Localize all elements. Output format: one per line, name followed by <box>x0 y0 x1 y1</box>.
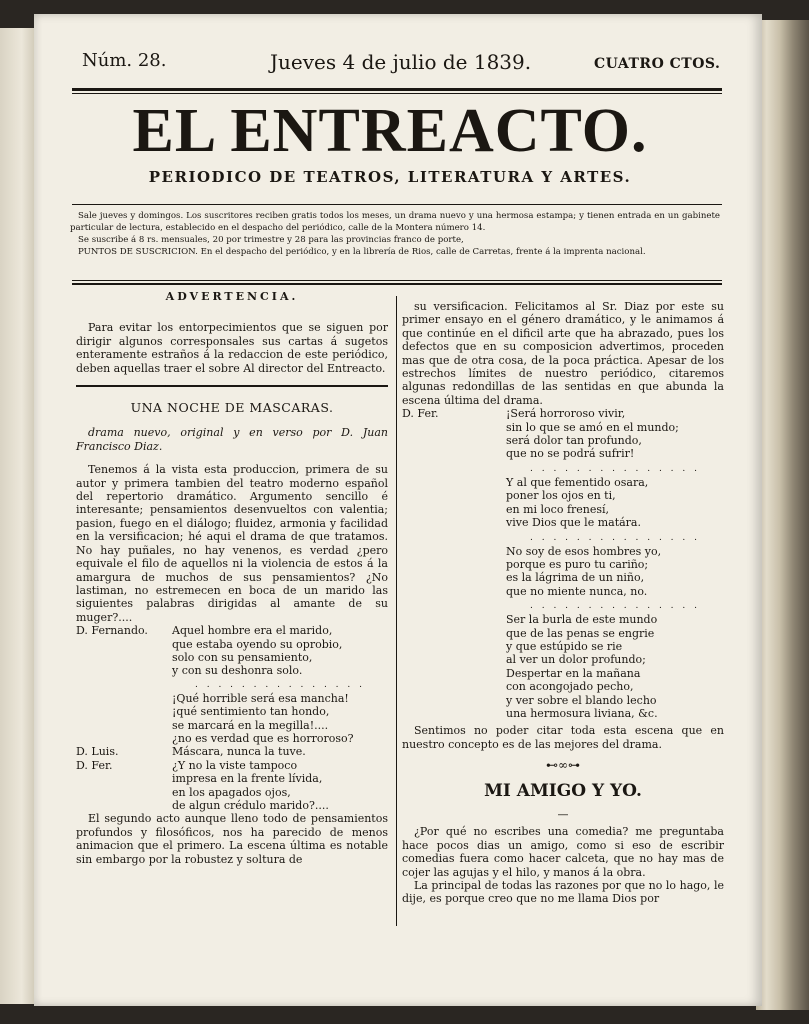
speaker-luis: D. Luis. <box>76 745 119 759</box>
issue-price: CUATRO CTOS. <box>594 56 721 72</box>
book-left-edge <box>0 28 36 1004</box>
verse-line: que estaba oyendo su oprobio, <box>172 637 343 651</box>
stanza-3 <box>402 545 724 599</box>
verse-line: y ver sobre el blando lecho <box>506 693 657 707</box>
verse-line: Y al que fementido osara, <box>506 475 649 489</box>
verse-lines <box>506 407 679 461</box>
stanza-1 <box>402 407 724 461</box>
verse-line: porque es puro tu cariño; <box>506 557 649 571</box>
verse-line: Aquel hombre era el marido, <box>172 624 333 638</box>
verse-line: en mi loco frenesí, <box>506 502 610 516</box>
column-divider <box>396 296 397 926</box>
verse-line: una hermosura liviana, &c. <box>506 706 658 720</box>
stanza-4 <box>402 613 724 720</box>
notice-rule-top <box>72 204 722 205</box>
masthead-title: EL ENTREACTO. <box>132 97 648 165</box>
verse-line: que no miente nunca, no. <box>506 584 648 598</box>
verse-block-fernando <box>76 624 388 678</box>
verse-line: ¿no es verdad que es horroroso? <box>172 731 354 745</box>
masthead-subtitle: PERIODICO DE TEATROS, LITERATURA Y ARTES. <box>148 168 632 186</box>
verse-lines <box>172 624 342 678</box>
advertencia-text: Para evitar los entorpecimientos que se siguen por dirigir algunos corresponsales sus cartas á sugetos enteramente estraños á la redaccion de este periódico, deben aquellas traer el sobre Al director del Entreacto. <box>76 321 388 375</box>
section-rule <box>76 385 388 387</box>
ellipsis-dots: . . . . . . . . . . . . . . . <box>530 463 700 474</box>
verse-line: impresa en la frente lívida, <box>172 772 323 786</box>
notice-line-2: Se suscribe á 8 rs. mensuales, 20 por trimestre y 28 para las provincias franco de porte, <box>78 235 464 245</box>
verse-line: y que estúpido se rie <box>506 639 623 653</box>
column-right <box>402 300 724 906</box>
verse-line: vive Dios que le matára. <box>506 516 641 530</box>
verse-line: ¡qué sentimiento tan hondo, <box>172 705 330 719</box>
ellipsis-dots: . . . . . . . . . . . . . . . <box>530 601 700 612</box>
verse-line: que no se podrá sufrir! <box>506 447 635 461</box>
noche-heading: UNA NOCHE DE MASCARAS. <box>130 400 334 416</box>
verse-line: es la lágrima de un niño, <box>506 571 645 585</box>
verse-line: con acongojado pecho, <box>506 680 634 694</box>
verse-line: sin lo que se amó en el mundo; <box>506 420 679 434</box>
ornament-divider: ⊷∞⊶ <box>546 758 580 773</box>
notice-rule-bottom-1 <box>72 280 722 281</box>
book-right-edge <box>756 20 809 1010</box>
speaker-fer: D. Fer. <box>402 407 439 421</box>
amigo-heading: MI AMIGO Y YO. <box>484 780 642 801</box>
speaker-fernando: D. Fernando. <box>76 624 148 638</box>
speaker-fer: D. Fer. <box>76 758 113 772</box>
col2-paragraph-1: su versificacion. Felicitamos al Sr. Diaz por este su primer ensayo en el género dramático, y le animamos á que continúe en el dificil arte que ha abrazado, pues los defectos que en su composicion advertimos, proceden mas que de otra cosa, de la poca práctica. Apesar de los estrechos límites de nuestro periódico, citaremos algunas redondillas de las sentidas en que abunda la escena última del drama. <box>402 300 724 407</box>
top-rule-thin <box>72 93 722 94</box>
verse-line: en los apagados ojos, <box>172 785 291 799</box>
stanza-2 <box>402 476 724 530</box>
col2-paragraph-3: ¿Por qué no escribes una comedia? me preguntaba hace pocos dias un amigo, como si eso de escribir comedias fuera como hacer calceta, que no hay mas de cojer las agujas y el hilo, y manos á la obra. <box>402 825 724 879</box>
advertencia-heading: ADVERTENCIA. <box>165 290 299 303</box>
noche-paragraph-2: El segundo acto aunque lleno todo de pensamientos profundos y filosóficos, nos ha parecido de menos animacion que el primero. La escena última es notable sin embargo por la robustez y soltura de <box>76 812 388 866</box>
col2-paragraph-4: La principal de todas las razones por que no lo hago, le dije, es porque creo que no me llama Dios por <box>402 879 724 906</box>
verse-line: ¿Y no la viste tampoco <box>172 758 298 772</box>
notice-line-3: PUNTOS DE SUSCRICION. En el despacho del periódico, y en la librería de Rios, calle de Carretas, frente á la imprenta nacional. <box>78 247 646 257</box>
subscription-notice <box>70 210 720 258</box>
verse-line: No soy de esos hombres yo, <box>506 544 662 558</box>
issue-date: Jueves 4 de julio de 1839. <box>270 50 532 74</box>
verse-line: ¡Qué horrible será esa mancha! <box>172 691 349 705</box>
newspaper-page <box>34 14 762 1006</box>
verse-line: de algun crédulo marido?.... <box>172 799 329 812</box>
verse-line: ¡Será horroroso vivir, <box>506 407 626 421</box>
verse-line: Despertar en la mañana <box>506 666 641 680</box>
ellipsis-dots: . . . . . . . . . . . . . . . <box>195 679 365 690</box>
verse-line: se marcará en la megilla!.... <box>172 718 329 732</box>
verse-line: Ser la burla de este mundo <box>506 613 658 627</box>
column-left <box>76 290 388 866</box>
verse-line: y con su deshonra solo. <box>172 664 303 678</box>
verse-line: al ver un dolor profundo; <box>506 653 646 667</box>
verse-line: Máscara, nunca la tuve. <box>172 745 306 759</box>
verse-line: poner los ojos en ti, <box>506 489 616 503</box>
noche-paragraph-1: Tenemos á la vista esta produccion, primera de su autor y primera tambien del teatro moderno español del repertorio dramático. Argumento sencillo é interesante; pensamientos desenvueltos con valentia; pasion, fuego en el diálogo; fluidez, armonia y facilidad en la versificacion; hé aqui el drama de que tratamos. No hay puñales, no hay venenos, es verdad ¿pero equivale el filo de aquellos ni la violencia de estos á la amargura de muchos de sus pensamientos? ¿No lastiman, no estremecen en boca de un marido las siguientes palabras dirigidas al amante de su muger?.... <box>76 463 388 624</box>
verse-line: solo con su pensamiento, <box>172 650 313 664</box>
notice-rule-bottom-2 <box>72 283 722 285</box>
verse-block-2 <box>76 692 388 746</box>
verse-block-fer <box>76 759 388 813</box>
verse-lines <box>172 759 329 813</box>
notice-line-1: Sale jueves y domingos. Los suscritores reciben gratis todos los meses, un drama nuevo y una hermosa estampa; y tienen entrada en un gabinete particular de lectura, establecido en el despacho del periódico, calle de la Montera número 14. <box>70 211 720 233</box>
verse-line: será dolor tan profundo, <box>506 434 642 448</box>
col2-paragraph-2: Sentimos no poder citar toda esta escena que en nuestro concepto es de las mejores del drama. <box>402 724 724 751</box>
issue-number: Núm. 28. <box>82 50 167 71</box>
ornament-dash: — <box>557 808 569 821</box>
ellipsis-dots: . . . . . . . . . . . . . . . <box>530 532 700 543</box>
noche-byline: drama nuevo, original y en verso por D. Juan Francisco Diaz. <box>76 426 388 453</box>
top-rule-thick <box>72 88 722 91</box>
verse-block-luis <box>76 745 388 758</box>
verse-line: que de las penas se engrie <box>506 626 655 640</box>
